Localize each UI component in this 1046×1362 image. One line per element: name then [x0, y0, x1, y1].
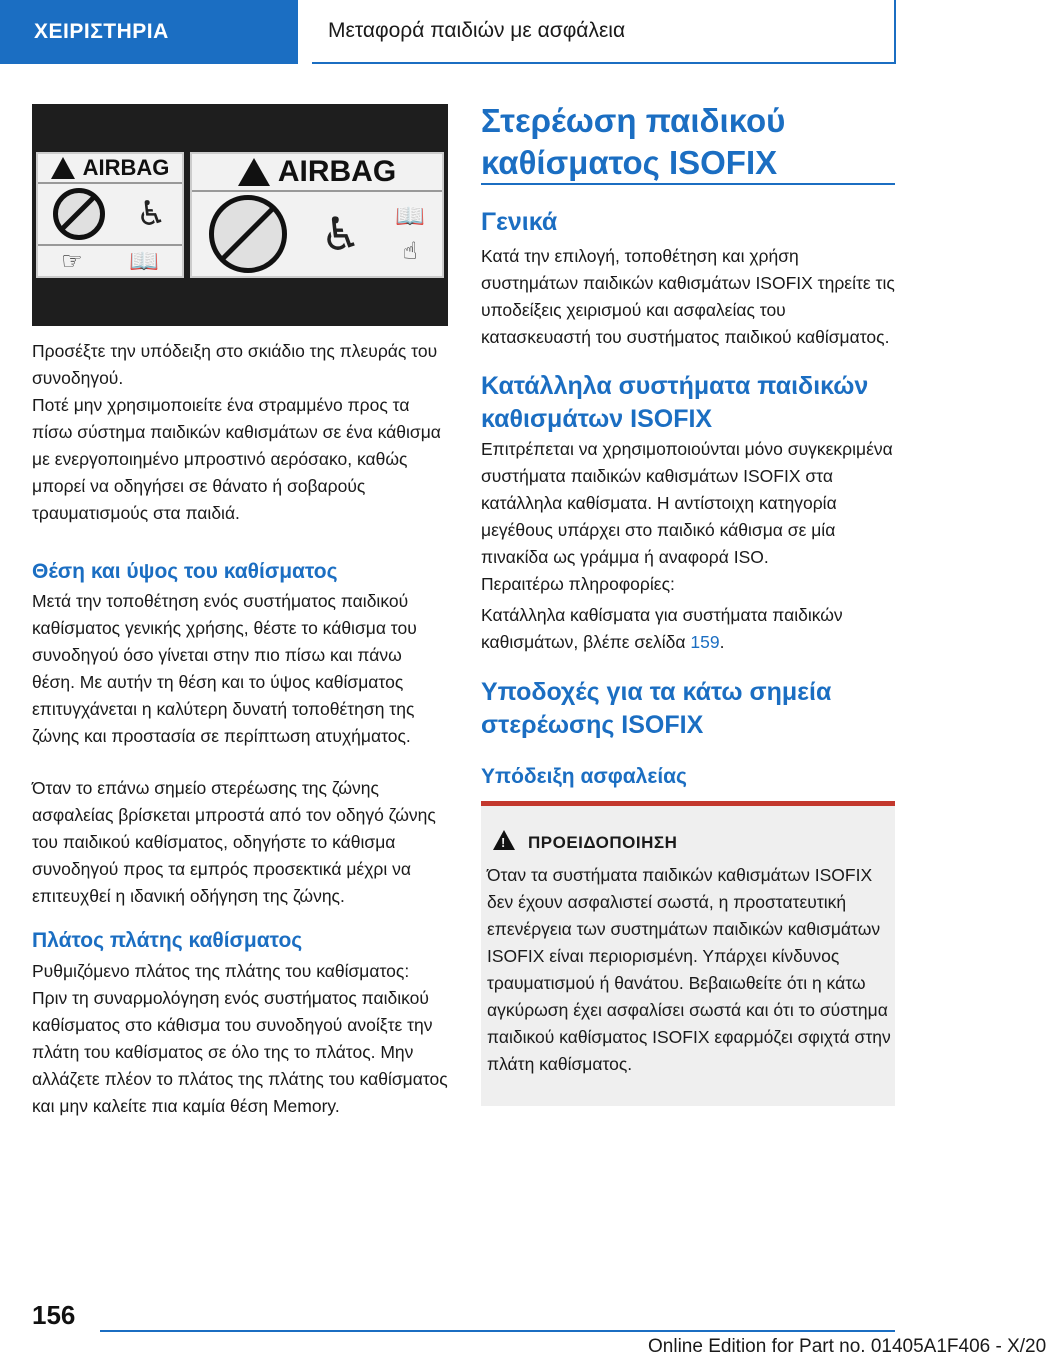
paragraph-belt-guide: Όταν το επάνω σημείο στερέωσης της ζώνης ασφαλείας βρίσκεται μπροστά από τον οδηγό ζώνης του παιδικού καθίσματος, οδηγήστε το κάθισμα συνοδηγού προς τα εμπρός προσεκτικά μέχρι να επιτευχθεί η ιδανική οδήγηση της ζώνης.	[32, 778, 436, 906]
paragraph-general: Κατά την επιλογή, τοποθέτηση και χρήση συστημάτων παιδικών καθισμάτων ISOFIX τηρείτε τις υποδείξεις χειρισμού και ασφαλείας του κατασκευαστή του συστήματος παιδικού καθίσματος.	[481, 246, 895, 347]
airbag-label-small	[36, 152, 184, 278]
paragraph-further-info: Περαιτέρω πληροφορίες:	[481, 574, 675, 594]
airbag-label-small-text: AIRBAG	[82, 155, 170, 180]
paragraph-backrest-width: Ρυθμιζόμενο πλάτος της πλάτης του καθίσματος: Πριν τη συναρμολόγηση ενός συστήματος παιδικού καθίσματος στο κάθισμα του συνοδηγού ανοίξτε την πλάτη του καθίσματος σε όλο της το πλάτος. Μην αλλάζετε πλέον το πλάτος της πλάτης του καθίσματος και μην καλείτε πια καμία θέση Memory.	[32, 961, 448, 1116]
warning-box	[481, 801, 895, 1106]
page-title: Στερέωση παιδικού καθίσματος ISOFIX	[481, 102, 786, 181]
warning-text: Όταν τα συστήματα παιδικών καθισμάτων ISOFIX δεν έχουν ασφαλιστεί σωστά, η προστατευτική επενέργεια των συστημάτων παιδικών καθισμάτων ISOFIX είναι περιορισμένη. Υπάρχει κίνδυνος τραυματισμού ή θανάτου. Βεβαιωθείτε ότι η κάτω αγκύρωση έχει ασφαλίσει σωστά και ότι το σύστημα παιδικού καθίσματος ISOFIX εφαρμόζει σφιχτά στην πλάτη καθίσματος.	[487, 865, 891, 1074]
paragraph-suitable-systems: Επιτρέπεται να χρησιμοποιούνται μόνο συγκεκριμένα συστήματα παιδικών καθισμάτων ISOFIX στα κατάλληλα καθίσματα. Η αντίστοιχη κατηγορία μεγέθους υπάρχει στο παιδικό κάθισμα σε μία πινακίδα ως γράμμα ή αναφορά ISO.	[481, 439, 893, 567]
section-tab	[0, 0, 298, 64]
child-seat-icon: ♿	[320, 208, 362, 260]
heading-general: Γενικά	[481, 208, 558, 236]
paragraph-seat-position: Μετά την τοποθέτηση ενός συστήματος παιδικού καθίσματος γενικής χρήσης, θέστε το κάθισμα του συνοδηγού όσο γίνεται στην πιο πίσω και πάνω θέση. Με αυτήν τη θέση και το ύψος καθίσματος επιτυγχάνεται η καλύτερη δυνατή τοποθέτηση της ζώνης και προστασία σε περίπτωση ατυχήματος.	[32, 591, 417, 746]
airbag-label-photo	[32, 104, 448, 326]
heading-backrest-width: Πλάτος πλάτης καθίσματος	[32, 929, 303, 952]
heading-isofix-mounts: Υποδοχές για τα κάτω σημεία στερέωσης ISOFIX	[481, 678, 832, 739]
chapter-title: Μεταφορά παιδιών με ασφάλεια	[328, 19, 626, 42]
footer-divider	[100, 1330, 895, 1332]
hand-pointer-icon: ☝	[402, 238, 418, 265]
no-rear-facing-seat-icon	[209, 195, 287, 273]
paragraph-sunvisor-note: Προσέξτε την υπόδειξη στο σκιάδιο της πλευράς του συνοδηγού.	[32, 341, 438, 388]
chapter-header	[312, 0, 896, 64]
heading-seat-position: Θέση και ύψος του καθίσματος	[32, 560, 338, 583]
footer-edition: Online Edition for Part no. 01405A1F406 - X/20	[648, 1336, 1046, 1357]
page-number: 156	[32, 1300, 76, 1330]
page-reference-link[interactable]: 159	[690, 632, 720, 652]
no-rear-facing-seat-icon	[53, 188, 105, 240]
paragraph-page-reference: Κατάλληλα καθίσματα για συστήματα παιδικών καθισμάτων, βλέπε σελίδα 159.	[481, 605, 843, 652]
section-title: ΧΕΙΡΙΣΤΗΡΙΑ	[34, 20, 169, 43]
heading-safety-note: Υπόδειξη ασφαλείας	[481, 765, 687, 788]
warning-triangle-icon: !	[493, 830, 515, 850]
paragraph-rear-facing-warning: Ποτέ μην χρησιμοποιείτε ένα στραμμένο προς τα πίσω σύστημα παιδικών καθισμάτων σε ένα κάθισμα με ενεργοποιημένο μπροστινό αερόσακο, καθώς μπορεί να οδηγήσει σε θάνατο ή σοβαρούς τραυματισμούς στα παιδιά.	[32, 395, 441, 523]
warning-triangle-icon	[238, 158, 270, 186]
hand-pointer-icon: ☞	[61, 247, 83, 275]
title-divider	[481, 183, 895, 185]
heading-suitable-systems: Κατάλληλα συστήματα παιδικών καθισμάτων ISOFIX	[481, 372, 869, 433]
child-seat-icon: ♿	[136, 195, 167, 233]
warning-title: ΠΡΟΕΙΔΟΠΟΙΗΣΗ	[528, 833, 678, 852]
manual-book-icon: 📖	[128, 247, 159, 275]
airbag-label-large-text: AIRBAG	[277, 155, 397, 188]
airbag-label-large	[190, 152, 444, 278]
warning-triangle-icon	[51, 157, 75, 179]
manual-book-icon: 📖	[395, 203, 426, 230]
